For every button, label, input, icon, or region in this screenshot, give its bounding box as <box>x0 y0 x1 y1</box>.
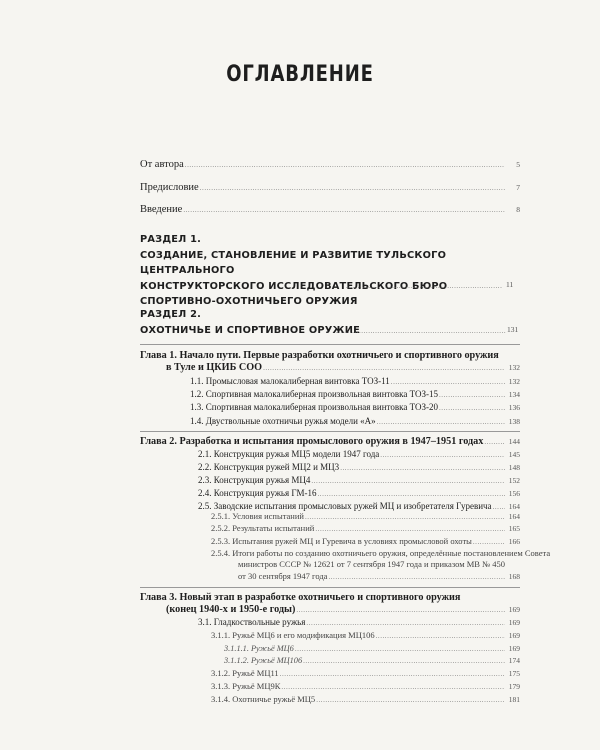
leader-dots <box>311 476 505 487</box>
leader-dots <box>473 537 505 548</box>
toc-entry[interactable] <box>211 694 520 706</box>
toc-entry[interactable] <box>211 536 520 548</box>
section-title-line: КОНСТРУКТОРСКОГО ИССЛЕДОВАТЕЛЬСКОГО БЮРО <box>140 280 448 292</box>
toc-page-number: 179 <box>508 682 520 691</box>
toc-entry[interactable] <box>211 668 520 680</box>
chapter-title-line: (конец 1940-х и 1950-е годы) <box>166 604 296 615</box>
leader-dots <box>439 403 505 414</box>
section-title-line: ОХОТНИЧЬЕ И СПОРТИВНОЕ ОРУЖИЕ <box>140 324 361 336</box>
toc-entry-label: Предисловие <box>140 182 199 193</box>
toc-page-number: 169 <box>508 630 520 640</box>
toc-page-number: 148 <box>508 463 520 472</box>
toc-page-number: 7 <box>516 183 520 192</box>
toc-entry[interactable] <box>198 488 520 500</box>
leader-dots <box>316 695 505 706</box>
toc-page-number: 152 <box>508 476 520 485</box>
leader-dots <box>346 282 502 290</box>
toc-entry-label: 2.5. Заводские испытания промысловых ружей МЦ и изобретателя Гуревича <box>198 501 492 511</box>
toc-entry-label: 3.1.3. Ружьё МЦ9К <box>211 681 281 691</box>
chapter-2-title[interactable] <box>140 436 520 448</box>
leader-dots <box>336 327 506 335</box>
toc-entry-label: 1.2. Спортивная малокалиберная произвольная винтовка ТОЗ-15 <box>190 389 438 400</box>
toc-entry-2-5-4[interactable] <box>211 548 551 559</box>
toc-entry-preface[interactable] <box>140 182 520 194</box>
toc-page-number: 175 <box>508 669 520 679</box>
divider <box>140 587 520 588</box>
toc-entry-label: 2.4. Конструкция ружья ГМ-16 <box>198 488 317 498</box>
toc-entry-label: 3.1.1. Ружьё МЦ6 и его модификация МЦ106 <box>211 629 375 640</box>
leader-dots <box>281 682 505 693</box>
toc-entry-2-5-4-cont <box>238 559 520 570</box>
leader-dots <box>296 605 505 616</box>
toc-page-number: 168 <box>508 572 520 581</box>
leader-dots <box>318 489 506 500</box>
chapter-title-line: в Туле и ЦКИБ СОО <box>166 362 263 373</box>
toc-page-number: 156 <box>508 489 520 498</box>
chapter-1-title-cont[interactable] <box>166 362 520 374</box>
section-1-page: 11 <box>506 280 514 289</box>
leader-dots <box>200 183 505 194</box>
toc-entry-2-5-4-cont2 <box>238 571 520 583</box>
chapter-title-line: Глава 3. Новый этап в разработке охотничьего и спортивного оружия <box>140 592 461 603</box>
toc-entry-introduction[interactable] <box>140 204 520 216</box>
toc-entry[interactable] <box>198 449 520 461</box>
toc-entry[interactable] <box>211 630 520 642</box>
toc-entry-label: 2.2. Конструкция ружей МЦ2 и МЦ3 <box>198 462 340 472</box>
toc-page-number: 138 <box>508 416 520 426</box>
leader-dots <box>315 524 505 535</box>
leader-dots <box>377 417 505 428</box>
toc-entry-label: 2.1. Конструкция ружья МЦ5 модели 1947 года <box>198 449 380 459</box>
leader-dots <box>185 160 505 171</box>
toc-page-number: 144 <box>508 437 520 446</box>
page-title: ОГЛАВЛЕНИЕ <box>226 62 374 87</box>
section-1[interactable] <box>140 232 520 310</box>
toc-entry-label: От автора <box>140 159 184 170</box>
leader-dots <box>306 618 505 629</box>
toc-entry-label: 3.1.1.1. Ружьё МЦ6 <box>224 643 294 653</box>
leader-dots <box>183 205 505 216</box>
leader-dots <box>380 450 505 461</box>
leader-dots <box>340 463 505 474</box>
toc-entry-label: 3.1.4. Охотничье ружьё МЦ5 <box>211 693 316 704</box>
leader-dots <box>439 390 505 401</box>
toc-page-number: 164 <box>508 502 520 511</box>
toc-entry-label: 3.1.2. Ружьё МЦ11 <box>211 668 279 679</box>
leader-dots <box>484 437 505 448</box>
chapter-1-title[interactable] <box>140 349 520 362</box>
toc-page-number: 169 <box>508 643 520 653</box>
toc-page-number: 5 <box>516 160 520 169</box>
toc-entry[interactable] <box>198 475 520 487</box>
toc-page-number: 132 <box>508 363 520 372</box>
toc-entry[interactable] <box>190 376 520 388</box>
toc-page-number: 169 <box>508 618 520 627</box>
toc-page-number: 174 <box>508 656 520 666</box>
toc-entry-label: 2.3. Конструкция ружья МЦ4 <box>198 475 311 485</box>
chapter-3-title[interactable] <box>140 591 520 604</box>
section-title-line: СПОРТИВНО-ОХОТНИЧЬЕГО ОРУЖИЯ <box>140 296 358 307</box>
toc-page-number: 181 <box>508 694 520 704</box>
toc-page-number: 165 <box>508 524 520 534</box>
section-heading: РАЗДЕЛ 1. <box>140 234 202 245</box>
leader-dots <box>328 572 505 583</box>
leader-dots <box>263 363 505 374</box>
toc-entry-label: 1.4. Двуствольные охотничьи ружья модели «А» <box>190 415 376 426</box>
leader-dots <box>303 656 505 667</box>
leader-dots <box>376 631 505 642</box>
leader-dots <box>280 669 505 680</box>
leader-dots <box>305 512 505 523</box>
toc-page-number: 169 <box>508 605 520 614</box>
toc-page-number: 145 <box>508 450 520 459</box>
section-title-line: СОЗДАНИЕ, СТАНОВЛЕНИЕ И РАЗВИТИЕ ТУЛЬСКОГО ЦЕНТРАЛЬНОГО <box>140 249 447 276</box>
toc-page-number: 166 <box>508 536 520 546</box>
toc-entry[interactable] <box>211 523 520 535</box>
leader-dots <box>391 377 505 388</box>
toc-entry-label: 3.1.1.2. Ружьё МЦ106 <box>224 656 303 666</box>
section-2-page: 131 <box>507 325 519 334</box>
toc-entry-label: Введение <box>140 204 183 215</box>
toc-entry-label: от 30 сентября 1947 года <box>238 571 328 581</box>
toc-entry[interactable] <box>211 511 520 523</box>
section-heading: РАЗДЕЛ 2. <box>140 309 202 320</box>
toc-entry-label: 2.5.3. Испытания ружей МЦ и Гуревича в условиях промысловой охоты <box>211 535 472 546</box>
toc-page-number: 164 <box>508 512 520 521</box>
chapter-title-line: Глава 1. Начало пути. Первые разработки охотничьего и спортивного оружия <box>140 350 499 361</box>
toc-entry-label: министров СССР № 12621 от 7 сентября 1947 года и приказом МВ № 450 <box>238 559 506 569</box>
toc-page-number: 134 <box>508 390 520 400</box>
divider <box>140 344 520 345</box>
toc-page-number: 8 <box>516 205 520 214</box>
toc-entry[interactable] <box>224 643 520 655</box>
divider <box>140 431 520 432</box>
leader-dots <box>295 644 505 655</box>
toc-entry[interactable] <box>224 655 520 667</box>
toc-entry-label: 2.5.1. Условия испытаний <box>211 511 304 521</box>
toc-entry[interactable] <box>211 681 520 693</box>
toc-entry[interactable] <box>198 617 520 629</box>
chapter-3-title-cont[interactable] <box>166 604 520 616</box>
toc-entry[interactable] <box>198 462 520 474</box>
toc-entry-label: 1.1. Промысловая малокалиберная винтовка ТОЗ-11 <box>190 376 390 386</box>
toc-page-number: 132 <box>508 377 520 386</box>
toc-entry[interactable] <box>190 416 520 428</box>
toc-entry-label: 2.5.4. Итоги работы по созданию охотничьего оружия, определённые постановлением Совета <box>211 548 551 558</box>
toc-entry[interactable] <box>190 389 520 401</box>
toc-entry[interactable] <box>190 402 520 414</box>
toc-entry-author[interactable] <box>140 159 520 171</box>
toc-entry-label: 1.3. Спортивная малокалиберная произвольная винтовка ТОЗ-20 <box>190 402 438 413</box>
chapter-title-line: Глава 2. Разработка и испытания промыслового оружия в 1947–1951 годах <box>140 436 484 447</box>
toc-entry-label: 3.1. Гладкоствольные ружья <box>198 617 306 627</box>
toc-page-number: 136 <box>508 403 520 413</box>
toc-entry-label: 2.5.2. Результаты испытаний <box>211 523 315 534</box>
